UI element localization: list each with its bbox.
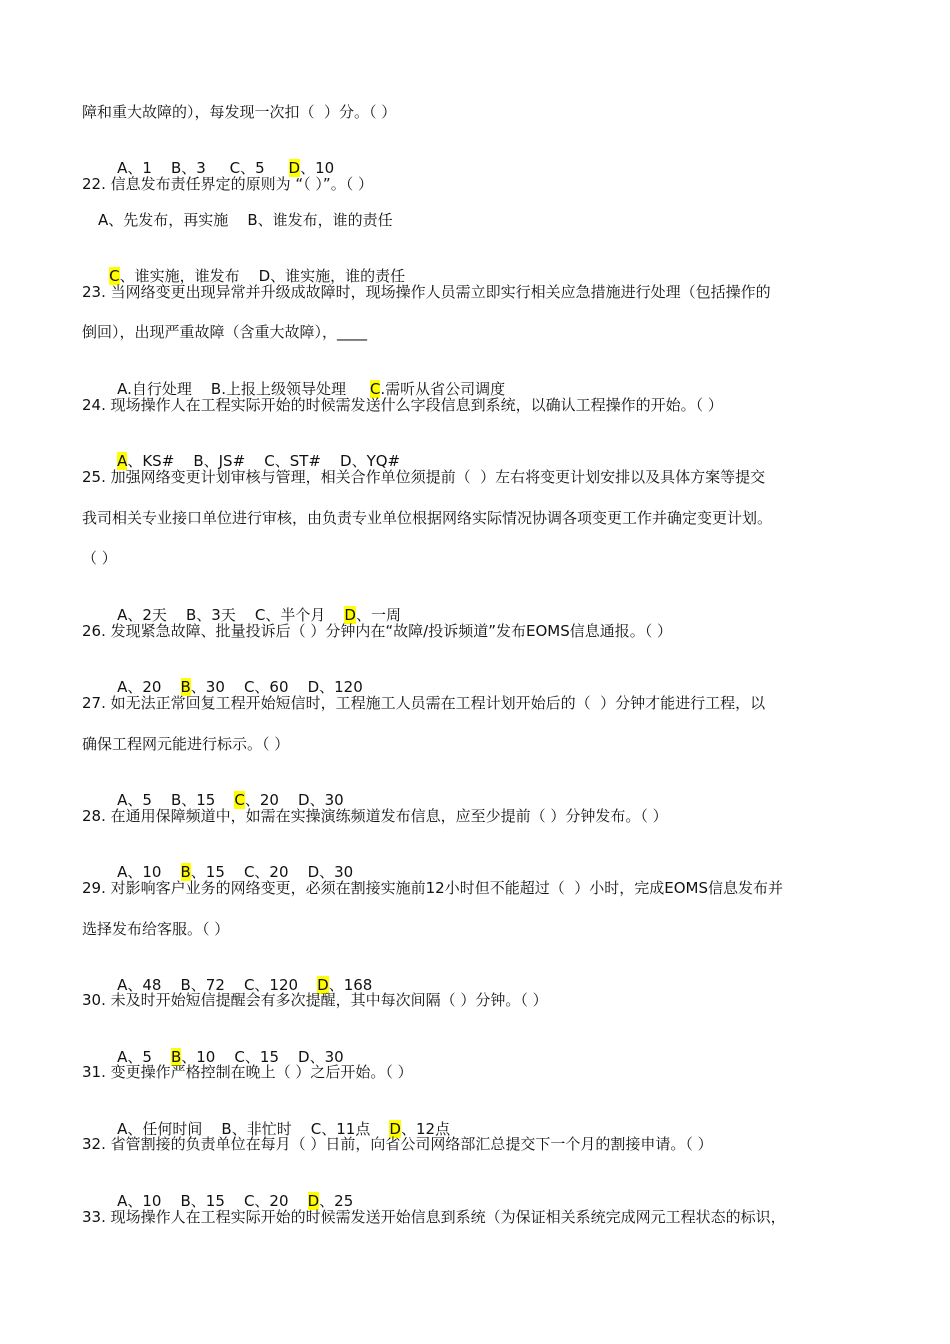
option-text: 、10 C、15 D、30 [181,1048,344,1066]
option-text: 、30 C、60 D、120 [190,678,363,696]
answer-options: A、先发布，再实施 B、谁发布，谁的责任 [98,211,393,229]
option-text: .需听从省公司调度 [380,380,506,398]
highlighted-answer: D [288,159,301,177]
question-text: 26. 发现紧急故障、批量投诉后（ ）分钟内在“故障/投诉频道”发布EOMS信息通报。（ ） [82,622,673,640]
question-text: 28. 在通用保障频道中，如需在实操演练频道发布信息，应至少提前（ ）分钟发布。（ ） [82,807,668,825]
highlighted-answer: D [307,1192,320,1210]
question-text: 22. 信息发布责任界定的原则为 “（ ）”。（ ） [82,175,373,193]
option-text: A.自行处理 B.上报上级领导处理 [117,380,370,398]
text-line: 障和重大故障的），每发现一次扣（ ）分。（ ） [82,103,397,121]
option-text: 、15 C、20 D、30 [190,863,354,881]
question-text: 24. 现场操作人在工程实际开始的时候需发送什么字段信息到系统，以确认工程操作的开始。（ ） [82,396,723,414]
highlighted-answer: D [389,1120,401,1138]
highlighted-answer: A [117,452,128,470]
question-text: 32. 省管割接的负责单位在每月（ ）日前，向省公司网络部汇总提交下一个月的割接申请。（ ） [82,1135,713,1153]
question-text: 31. 变更操作严格控制在晚上（ ）之后开始。（ ） [82,1063,413,1081]
question-text: 选择发布给客服。（ ） [82,920,230,938]
option-text: A、任何时间 B、非忙时 C、11点 [117,1120,390,1138]
option-text: 、25 [319,1192,354,1210]
highlighted-answer: D [344,606,356,624]
option-text: 、一周 [355,606,401,624]
question-text: 确保工程网元能进行标示。（ ） [82,735,290,753]
question-text: 29. 对影响客户业务的网络变更，必须在割接实施前12小时但不能超过（ ）小时，完成EOMS信息发布并 [82,879,783,897]
question-text: 25. 加强网络变更计划审核与管理，相关合作单位须提前（ ）左右将变更计划安排以及具体方案等提交 [82,468,766,486]
option-text: 、10 [300,159,335,177]
option-text: 、KS# B、JS# C、ST# D、YQ# [127,452,401,470]
question-text: 27. 如无法正常回复工程开始短信时，工程施工人员需在工程计划开始后的（ ）分钟才能进行工程，以 [82,694,766,712]
option-text: A、5 [117,1048,171,1066]
option-text: A、10 B、15 C、20 [117,1192,308,1210]
highlighted-answer: B [180,863,191,881]
question-text: 我司相关专业接口单位进行审核，由负责专业单位根据网络实际情况协调各项变更工作并确定变更计划。 [82,509,773,527]
highlighted-answer: C [234,791,245,809]
highlighted-answer: D [317,976,329,994]
highlighted-answer: B [170,1048,182,1066]
option-text: 、谁实施，谁发布 D、谁实施，谁的责任 [119,267,406,285]
question-text: （ ） [82,549,117,567]
option-text: A、48 B、72 C、120 [117,976,318,994]
option-text: A、5 B、15 [117,791,235,809]
option-text: A、2天 B、3天 C、半个月 [117,606,345,624]
question-text: 33. 现场操作人在工程实际开始的时候需发送开始信息到系统（为保证相关系统完成网元工程状态的标识， [82,1208,786,1226]
option-text: 、168 [328,976,373,994]
option-text: A、20 [117,678,181,696]
highlighted-answer: C [109,267,120,285]
option-text: 、20 D、30 [244,791,344,809]
option-text: A、1 B、3 C、5 [117,159,289,177]
question-text: 23. 当网络变更出现异常并升级成故障时，现场操作人员需立即实行相关应急措施进行处理（包括操作的 [82,283,771,301]
question-text: 30. 未及时开始短信提醒会有多次提醒，其中每次间隔（ ）分钟。（ ） [82,991,548,1009]
question-text: 倒回），出现严重故障（含重大故障），____ [82,323,368,341]
option-text: 、12点 [400,1120,451,1138]
option-text: A、10 [117,863,181,881]
highlighted-answer: C [369,380,381,398]
highlighted-answer: B [180,678,191,696]
